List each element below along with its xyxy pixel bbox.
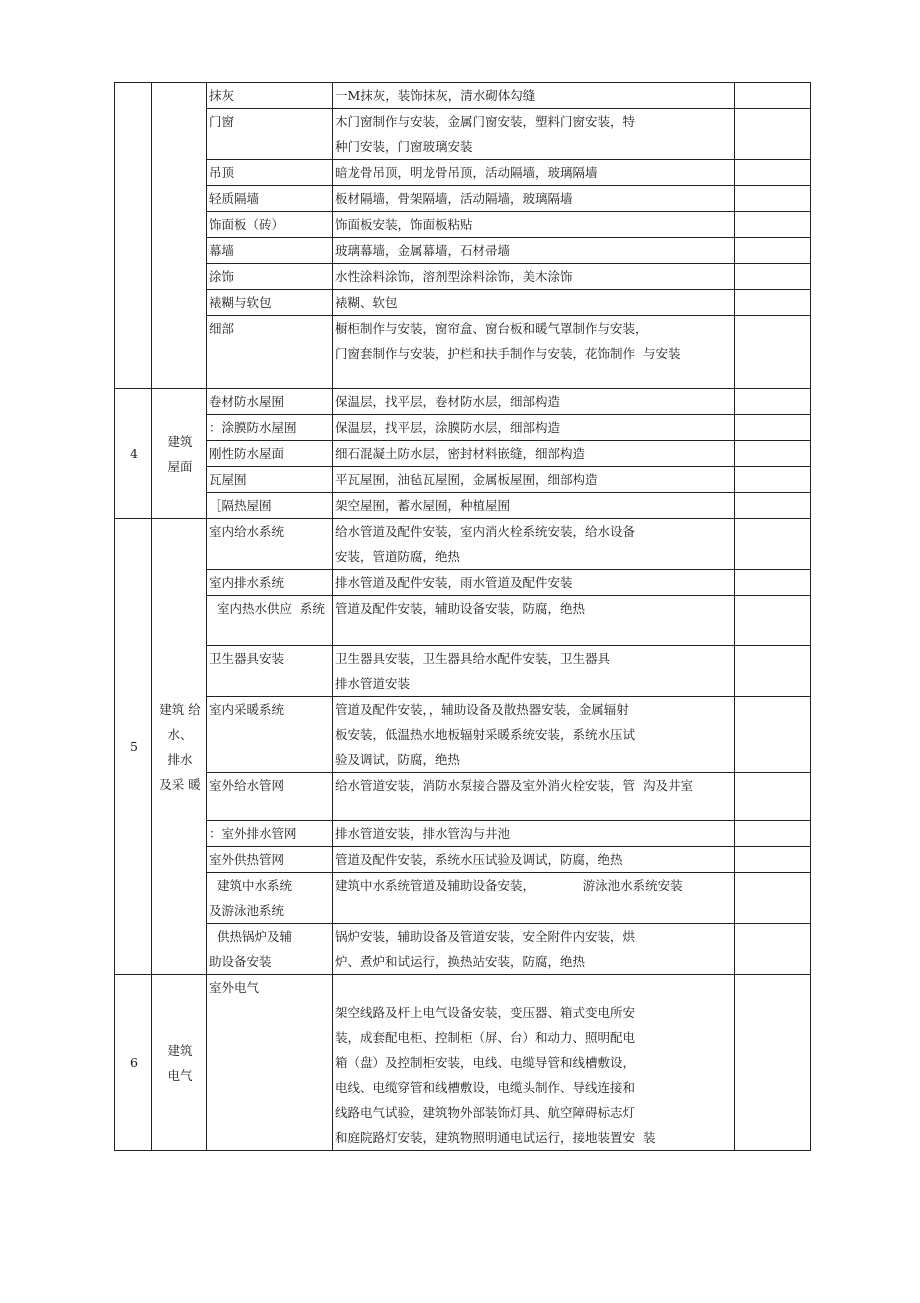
sub-item-cell: 涂饰 [207,264,333,290]
description-cell [333,493,735,519]
section-name-cell [152,83,207,389]
sub-item-cell: 吊顶 [207,160,333,186]
description-line: 管道及配件安装，，辅助设备及散热器安装，金属辐射 [335,702,629,717]
description-line: 橱柜制作与安装，窗帘盒、窗台板和暖气罩制作与安装， [335,321,648,336]
description-line: 木门窗制作与安装，金属门窗安装，塑料门窗安装，特 [335,114,636,129]
remarks-cell [735,847,811,873]
description-line: 管道及配件安装，辅助设备安装，防腐，绝热 [335,601,586,616]
sub-item-cell: 裱糊与软包 [207,290,333,316]
remarks-cell [735,873,811,924]
description-line: 平瓦屋囿，油毡瓦屋囿，金属板屋囿，细部构造 [335,472,598,487]
section-name-line: 排水 [167,751,193,767]
remarks-cell [735,212,811,238]
remarks-cell [735,290,811,316]
table-row [115,596,811,646]
description-line: 板材隔墙，骨架隔墙，活动隔墙，玻璃隔墙 [335,191,573,206]
remarks-cell [735,186,811,212]
section-name-line: 建筑 给 [159,701,201,717]
table-row [115,109,811,160]
description-line: 保温层，找平层，卷材防水层，细部构造 [335,394,561,409]
sub-item-cell: 细部 [207,316,333,389]
description-line: 暗龙骨吊顶，明龙骨吊顶，活动隔墙，玻璃隔墙 [335,165,598,180]
section-name-line: 建筑 [167,433,193,449]
description-line: 电线、电缆穿管和线槽敷设，电缆头制作、导线连接和 [335,1080,636,1095]
remarks-cell [735,570,811,596]
section-number-cell: 4 [115,389,152,519]
table-row [115,467,811,493]
remarks-cell [735,697,811,773]
section-number-cell: 6 [115,975,152,1151]
description-line [335,975,734,1000]
table-row [115,441,811,467]
description-line: 一M抹灰，装饰抹灰，清水砌体勾缝 [335,88,536,103]
section-number-cell: 5 [115,519,152,975]
table-row [115,316,811,389]
description-line: 给水管道安装，消防水泵接合器及室外消火栓安装，管 沟及井室 [335,778,693,793]
remarks-cell [735,924,811,975]
remarks-cell [735,389,811,415]
sub-item-cell: 室内排水系统 [207,570,333,596]
table-row [115,493,811,519]
table-row [115,924,811,975]
sub-item-cell: 卷材防水屋囿 [207,389,333,415]
section-name-line: 水、 [167,726,193,742]
remarks-cell [735,519,811,570]
table-row [115,873,811,924]
description-cell [333,238,735,264]
section-name-cell [152,389,207,519]
section-name-cell [152,975,207,1151]
description-line: 锅炉安装，辅助设备及管道安装，安全附件内安装，烘 [335,929,636,944]
description-line: 和庭院路灯安装，建筑物照明通电试运行，接地装置安 装 [335,1130,656,1145]
remarks-cell [735,441,811,467]
section-name-line: 及采 暖 [159,776,201,792]
remarks-cell [735,160,811,186]
sub-item-cell: 室外给水管网 [207,773,333,821]
description-line: 种门安装，门窗玻璃安装 [335,139,473,154]
construction-spec-table [114,82,811,1151]
sub-item-cell: 幕墙 [207,238,333,264]
table-row [115,186,811,212]
description-cell [333,646,735,697]
description-line: 饰面板安装，饰面板粘贴 [335,217,473,232]
description-cell [333,467,735,493]
description-cell [333,160,735,186]
sub-item-cell: ：室外排水管网 [207,821,333,847]
sub-item-cell: 卫生器具安装 [207,646,333,697]
description-line: 保温层，找平层，涂膜防水层，细部构造 [335,420,561,435]
section-number-cell [115,83,152,389]
description-line: 卫生器具安装，卫生器具给水配件安装，卫生器具 [335,651,611,666]
description-line: 装，成套配电柜、控制柜（屏、台）和动力、照明配电 [335,1030,636,1045]
description-cell [333,697,735,773]
remarks-cell [735,83,811,109]
sub-item-cell: 刚性防水屋面 [207,441,333,467]
sub-item-cell: 室内给水系统 [207,519,333,570]
description-line: 细石混凝土防水层，密封材料嵌缝，细部构造 [335,446,586,461]
table-row [115,847,811,873]
table-row [115,83,811,109]
sub-item-cell: 室外供热管网 [207,847,333,873]
table-row [115,264,811,290]
description-line: 给水管道及配件安装，室内消火栓系统安装，给水设备 [335,524,636,539]
remarks-cell [735,975,811,1151]
description-cell [333,773,735,821]
description-line: 排水管道安装，排水管沟与井池 [335,826,511,841]
table-row [115,697,811,773]
description-line: 玻璃幕墙，金属幕墙，石材帚墙 [335,243,511,258]
table-row [115,160,811,186]
section-name-line: 建筑 [167,1042,193,1058]
description-line: 架空线路及杆上电气设备安装，变压器、箱式变电所安 [335,1005,636,1020]
description-cell [333,975,735,1151]
description-cell [333,596,735,646]
description-cell [333,570,735,596]
description-cell [333,290,735,316]
sub-item-cell: 瓦屋囿 [207,467,333,493]
description-line: 建筑中水系统管道及辅助设备安装， 游泳池水系统安装 [335,878,683,893]
table-row [115,212,811,238]
sub-item-cell: 饰面板（砖） [207,212,333,238]
description-line: 管道及配件安装，系统水压试验及调试，防腐，绝热 [335,852,623,867]
remarks-cell [735,264,811,290]
sub-item-cell: 抹灰 [207,83,333,109]
remarks-cell [735,415,811,441]
sub-item-cell: 轻质隔墙 [207,186,333,212]
section-name-cell [152,519,207,975]
section-name-line: 屋面 [167,458,193,474]
description-cell [333,924,735,975]
sub-item-cell: 门窗 [207,109,333,160]
description-cell [333,264,735,290]
description-cell [333,212,735,238]
description-line: 线路电气试验，建筑物外部装饰灯具、航空障碍标志灯 [335,1105,636,1120]
sub-item-cell: 供热锅炉及辅 助设备安装 [207,924,333,975]
description-line: 安装，管道防腐，绝热 [335,549,461,564]
sub-item-cell: 室内采暖系统 [207,697,333,773]
description-line: 水性涂料涂饰，溶剂型涂料涂饰，美木涂饰 [335,269,573,284]
table-row [115,773,811,821]
table-row [115,646,811,697]
remarks-cell [735,238,811,264]
table-row [115,389,811,415]
section-name-line: 电气 [167,1067,193,1083]
description-line: 验及调试，防腐，绝热 [335,752,461,767]
sub-item-cell: ［隔热屋囿 [207,493,333,519]
description-cell [333,519,735,570]
description-cell [333,389,735,415]
description-line: 架空屋囿，蓄水屋囿，种植屋囿 [335,498,511,513]
description-cell [333,847,735,873]
remarks-cell [735,493,811,519]
remarks-cell [735,773,811,821]
description-cell [333,109,735,160]
remarks-cell [735,316,811,389]
description-cell [333,441,735,467]
remarks-cell [735,467,811,493]
table-row [115,415,811,441]
description-line: 裱糊、软包 [335,295,398,310]
remarks-cell [735,109,811,160]
description-line: 门窗套制作与安装，护栏和扶手制作与安装，花饰制作 与安装 [335,346,681,361]
table-row [115,570,811,596]
table-row [115,821,811,847]
description-line: 炉、煮炉和试运行，换热站安装，防腐，绝热 [335,954,586,969]
remarks-cell [735,821,811,847]
description-line: 箱（盘）及控制柜安装，电线、电缆导管和线槽敷设， [335,1055,636,1070]
description-line: 排水管道及配件安装，雨水管道及配件安装 [335,575,573,590]
sub-item-cell: 室外电气 [207,975,333,1151]
description-cell [333,316,735,389]
description-cell [333,821,735,847]
description-line: 排水管道安装 [335,676,411,691]
table-row [115,290,811,316]
remarks-cell [735,646,811,697]
description-cell [333,186,735,212]
description-line: 板安装，低温热水地板辐射采暖系统安装，系统水压试 [335,727,636,742]
description-cell [333,873,735,924]
sub-item-cell: 室内热水供应 系统 [207,596,333,646]
table-row [115,975,811,1151]
description-cell [333,415,735,441]
table-row [115,238,811,264]
description-cell [333,83,735,109]
sub-item-cell: ：涂膜防水屋囿 [207,415,333,441]
remarks-cell [735,596,811,646]
sub-item-cell: 建筑中水系统 及游泳池系统 [207,873,333,924]
table-row [115,519,811,570]
